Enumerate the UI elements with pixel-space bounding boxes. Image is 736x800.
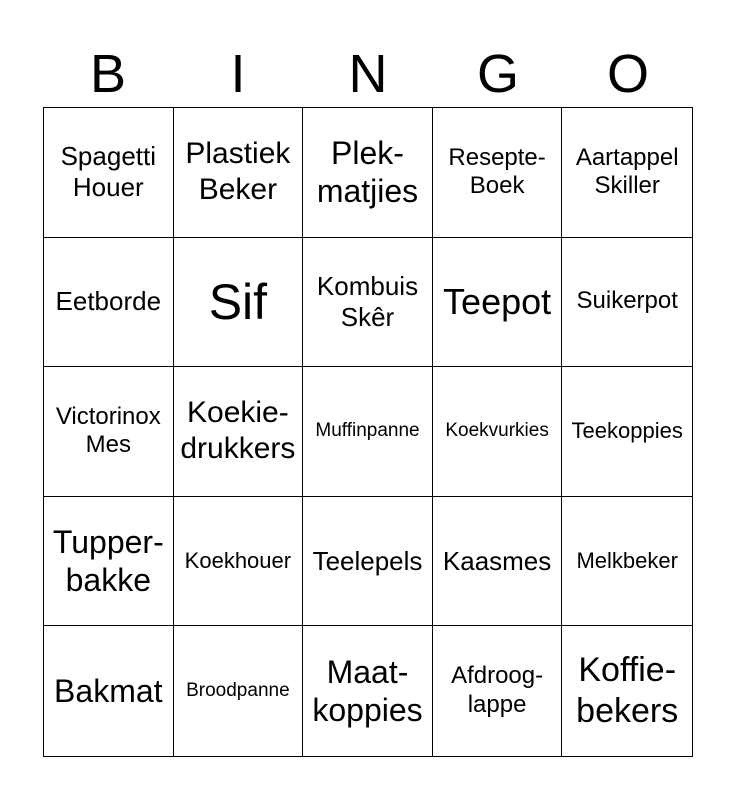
- bingo-cell-r5-c4[interactable]: [433, 626, 563, 756]
- bingo-board: [43, 107, 693, 757]
- cell-label: Tupper- bakke: [52, 523, 164, 599]
- cell-label: Teepot: [443, 281, 552, 323]
- cell-label: Teelepels: [312, 545, 423, 576]
- bingo-cell-r3-c4[interactable]: [433, 367, 563, 497]
- cell-label: Koekhouer: [184, 547, 292, 573]
- cell-label: Koekie- drukkers: [180, 396, 296, 466]
- cell-label: Victorinox Mes: [55, 402, 161, 459]
- bingo-cell-r2-c2[interactable]: [174, 238, 304, 368]
- bingo-cell-r1-c3[interactable]: [303, 108, 433, 238]
- bingo-cell-r1-c2[interactable]: [174, 108, 304, 238]
- cell-label: Bakmat: [54, 673, 163, 709]
- bingo-cell-r3-c5[interactable]: [562, 367, 692, 497]
- cell-label: Afdroog- lappe: [451, 662, 544, 719]
- header-letter-b: B: [89, 44, 127, 104]
- cell-label: Sif: [208, 273, 268, 330]
- bingo-cell-r5-c3[interactable]: [303, 626, 433, 756]
- bingo-header: [43, 42, 693, 106]
- header-letter-o: O: [606, 44, 649, 104]
- cell-label: Kombuis Skêr: [316, 270, 419, 332]
- cell-label: Plastiek Beker: [185, 137, 291, 207]
- bingo-cell-r1-c4[interactable]: [433, 108, 563, 238]
- bingo-cell-r2-c1[interactable]: [44, 238, 174, 368]
- bingo-cell-r4-c3[interactable]: [303, 497, 433, 627]
- bingo-cell-r4-c1[interactable]: [44, 497, 174, 627]
- cell-label: Aartappel Skiller: [575, 143, 679, 200]
- bingo-cell-r4-c4[interactable]: [433, 497, 563, 627]
- bingo-cell-r4-c2[interactable]: [174, 497, 304, 627]
- cell-label: Teekoppies: [571, 418, 683, 444]
- cell-label: Kaasmes: [442, 545, 552, 576]
- bingo-cell-r2-c4[interactable]: [433, 238, 563, 368]
- bingo-cell-r3-c1[interactable]: [44, 367, 174, 497]
- header-letter-g: G: [476, 44, 519, 104]
- cell-label: Koffie- bekers: [576, 651, 679, 731]
- header-letter-i: I: [230, 44, 246, 104]
- cell-label: Koekvurkies: [445, 420, 549, 442]
- cell-label: Plek- matjies: [316, 134, 419, 210]
- cell-label: Muffinpanne: [315, 420, 420, 442]
- bingo-cell-r1-c5[interactable]: [562, 108, 692, 238]
- cell-label: Spagetti Houer: [60, 141, 156, 203]
- bingo-cell-r3-c3[interactable]: [303, 367, 433, 497]
- cell-label: Resepte- Boek: [448, 143, 546, 200]
- bingo-cell-r2-c5[interactable]: [562, 238, 692, 368]
- cell-label: Broodpanne: [186, 679, 290, 701]
- bingo-cell-r2-c3[interactable]: [303, 238, 433, 368]
- bingo-cell-r4-c5[interactable]: [562, 497, 692, 627]
- cell-label: Suikerpot: [576, 287, 678, 315]
- cell-label: Eetborde: [55, 286, 162, 317]
- cell-label: Maat- koppies: [312, 653, 423, 729]
- bingo-cell-r3-c2[interactable]: [174, 367, 304, 497]
- bingo-cell-r5-c1[interactable]: [44, 626, 174, 756]
- bingo-cell-r5-c2[interactable]: [174, 626, 304, 756]
- bingo-cell-r1-c1[interactable]: [44, 108, 174, 238]
- header-letter-n: N: [348, 44, 388, 104]
- cell-label: Melkbeker: [576, 547, 678, 573]
- bingo-cell-r5-c5[interactable]: [562, 626, 692, 756]
